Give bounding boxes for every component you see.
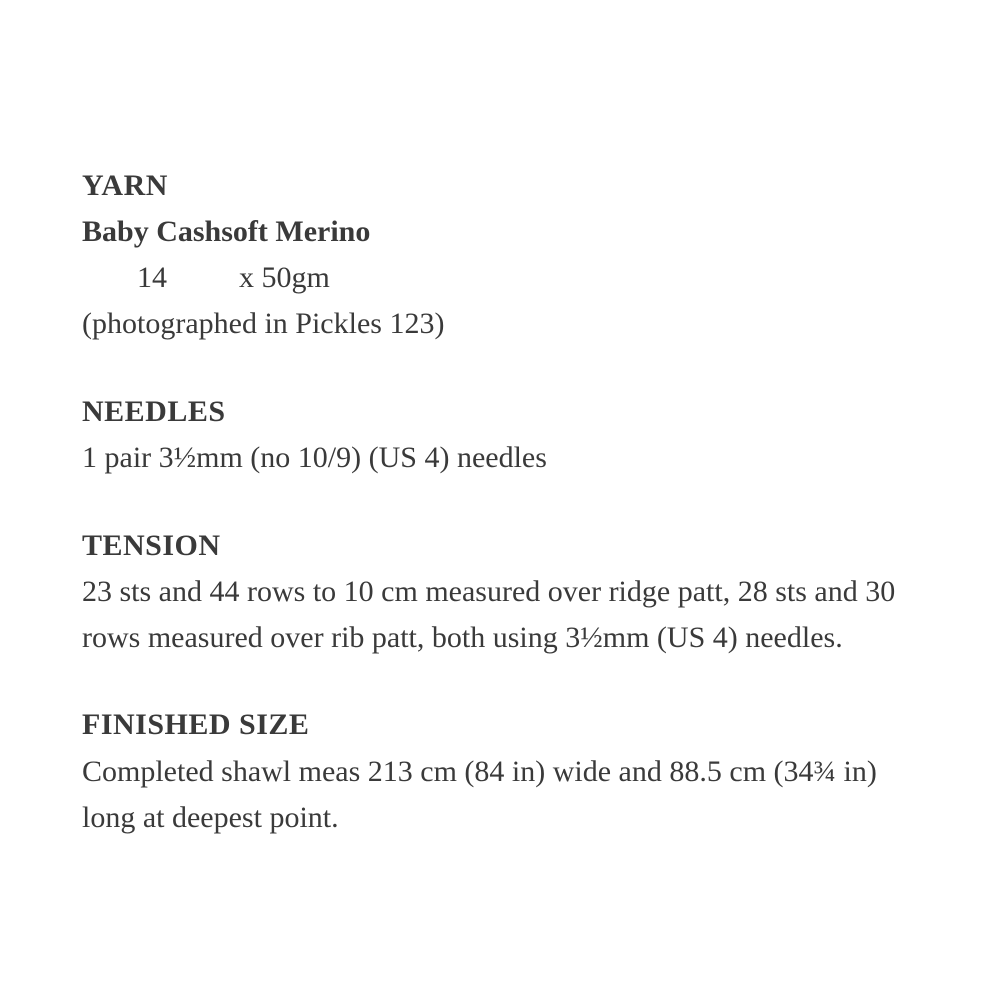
yarn-quantity: 14: [137, 261, 167, 294]
finished-size-heading: FINISHED SIZE: [82, 708, 310, 741]
tension-line-1: 23 sts and 44 rows to 10 cm measured over ridge patt, 28 sts and 30: [82, 575, 896, 608]
needles-heading: NEEDLES: [82, 395, 226, 428]
tension-line-2: rows measured over rib patt, both using 3½mm (US 4) needles.: [82, 621, 843, 654]
yarn-quantity-row: [82, 260, 482, 296]
finished-size-line-1: Completed shawl meas 213 cm (84 in) wide and 88.5 cm (34¾ in): [82, 755, 877, 788]
yarn-heading: YARN: [82, 169, 168, 202]
pattern-info: [82, 0, 982, 1000]
yarn-weight: x 50gm: [239, 261, 330, 294]
tension-heading: TENSION: [82, 529, 221, 562]
yarn-name: Baby Cashsoft Merino: [82, 215, 371, 248]
needles-text: 1 pair 3½mm (no 10/9) (US 4) needles: [82, 441, 547, 474]
yarn-note: (photographed in Pickles 123): [82, 307, 445, 340]
finished-size-line-2: long at deepest point.: [82, 801, 339, 834]
